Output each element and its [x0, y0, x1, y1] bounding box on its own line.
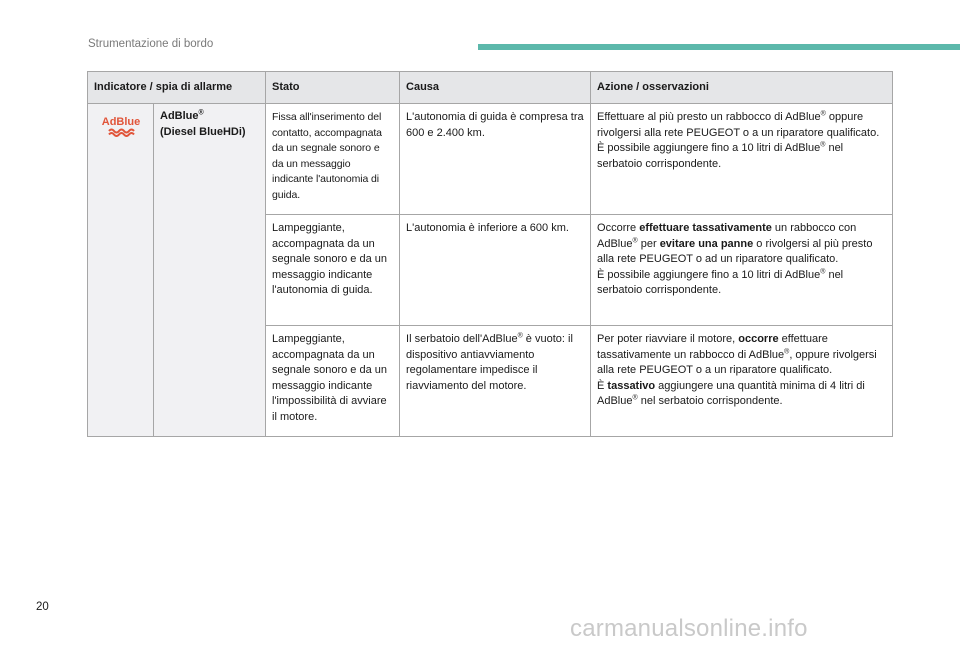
header-azione: Azione / osservazioni — [591, 72, 893, 104]
azione-cell: Occorre effettuare tassativamente un rabbocco con AdBlue® per evitare una panne o rivolgersi al più presto alla rete PEUGEOT o ad un riparatore qualificato. È possibile aggiungere fino a 10 litri di AdBlue® nel serbatoio corrispondente. — [591, 215, 893, 326]
causa-cell: Il serbatoio dell'AdBlue® è vuoto: il dispositivo antiavviamento regolamentare impedisce il riavviamento del motore. — [400, 326, 591, 437]
stato-cell: Lampeggiante, accompagnata da un segnale sonoro e da un messaggio indicante l'impossibilità di avviare il motore. — [266, 326, 400, 437]
header-accent-bar — [478, 44, 960, 50]
indicator-icon-cell — [88, 104, 154, 437]
header-indicatore: Indicatore / spia di allarme — [88, 72, 266, 104]
registered-mark: ® — [198, 109, 204, 117]
page-number: 20 — [36, 601, 49, 613]
stato-cell: Fissa all'inserimento del contatto, accompagnata da un segnale sonoro e da un messaggio indicante l'autonomia di guida. — [266, 104, 400, 215]
azione-cell: Effettuare al più presto un rabbocco di AdBlue® oppure rivolgersi alla rete PEUGEOT o a un riparatore qualificato. È possibile aggiungere fino a 10 litri di AdBlue® nel serbatoio corrispondente. — [591, 104, 893, 215]
indicator-name: AdBlue — [160, 110, 199, 122]
causa-cell: L'autonomia di guida è compresa tra 600 e 2.400 km. — [400, 104, 591, 215]
table-header-row — [88, 72, 893, 104]
causa-cell: L'autonomia è inferiore a 600 km. — [400, 215, 591, 326]
indicator-name-cell — [154, 104, 266, 437]
stato-cell: Lampeggiante, accompagnata da un segnale sonoro e da un messaggio indicante l'autonomia di guida. — [266, 215, 400, 326]
table-row — [88, 104, 893, 215]
header-stato: Stato — [266, 72, 400, 104]
azione-cell: Per poter riavviare il motore, occorre effettuare tassativamente un rabbocco di AdBlue®, oppure rivolgersi alla rete PEUGEOT o a un riparatore qualificato. È tassativo aggiungere una quantità minima di 4 litri di AdBlue® nel serbatoio corrispondente. — [591, 326, 893, 437]
adblue-warning-icon — [101, 113, 141, 139]
indicator-subname: (Diesel BlueHDi) — [160, 125, 246, 138]
adblue-icon-text: AdBlue — [101, 116, 140, 128]
watermark: carmanualsonline.info — [570, 615, 808, 642]
warning-lights-table — [87, 71, 893, 437]
section-title: Strumentazione di bordo — [88, 38, 214, 50]
header-causa: Causa — [400, 72, 591, 104]
